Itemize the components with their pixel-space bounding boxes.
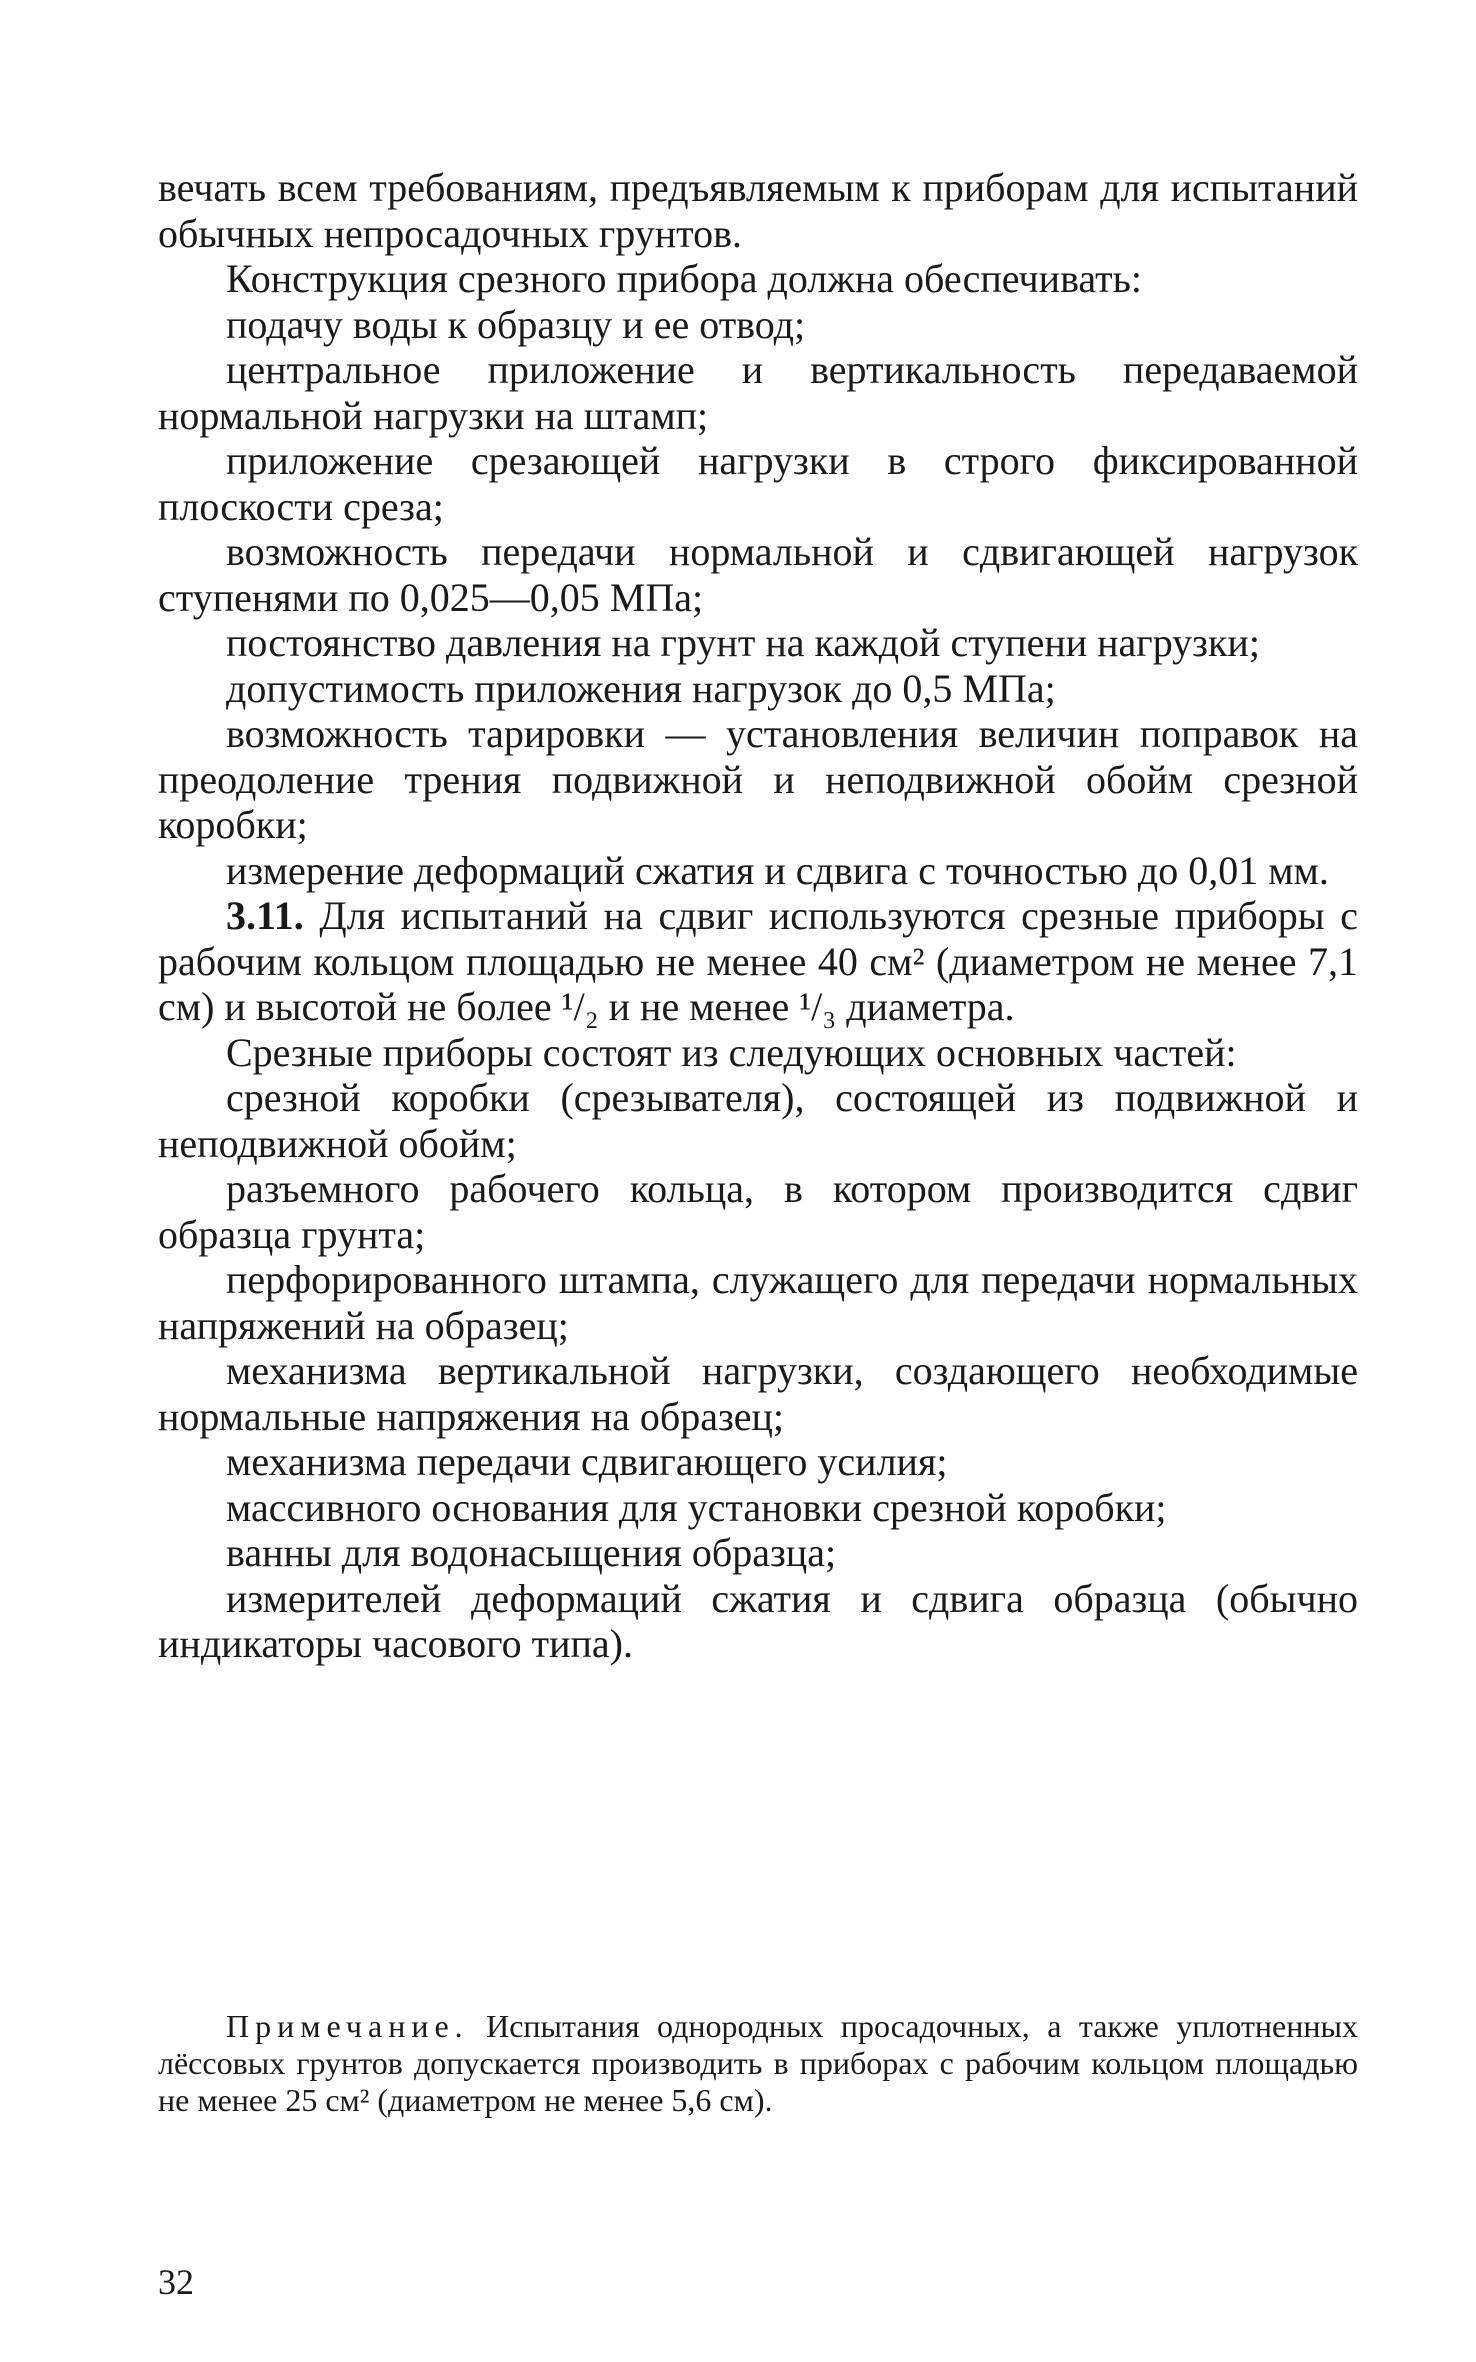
- note-text: Испытания однородных просадочных, а также уплотненных лёссовых грунтов допускается производить в приборах с рабочим кольцом площадью не менее 25 см² (диаметром не менее 5,6 см).: [158, 2008, 1359, 2118]
- list-item: срезной коробки (срезывателя), состоящей из подвижной и неподвижной обойм;: [158, 1075, 1358, 1166]
- paragraph: Срезные приборы состоят из следующих основных частей:: [226, 1029, 1237, 1075]
- list-item: допустимость приложения нагрузок до 0,5 МПа;: [226, 665, 1056, 711]
- list-item: ванны для водонасыщения образца;: [226, 1530, 837, 1575]
- section-number: 3.11.: [226, 893, 304, 938]
- list-item: разъемного рабочего кольца, в котором производится сдвиг образца грунта;: [158, 1166, 1358, 1257]
- footnote: [158, 2008, 1358, 2119]
- list-item: подачу воды к образцу и ее отвод;: [226, 301, 806, 347]
- list-item: центральное приложение и вертикальность передаваемой нормальной нагрузки на штамп;: [158, 347, 1358, 438]
- main-text: [158, 165, 1358, 1667]
- section-text: Для испытаний на сдвиг используются срезные приборы с рабочим кольцом площадью не менее 40 см² (диаметром не менее 7,1 см) и высотой не более ¹/₂ и не менее ¹/₃ диаметра.: [158, 893, 1359, 1029]
- list-item: приложение срезающей нагрузки в строго фиксированной плоскости среза;: [158, 438, 1358, 529]
- page-number: 32: [158, 2262, 194, 2302]
- list-item: возможность тарировки — установления величин поправок на преодоление трения подвижной и неподвижной обойм срезной коробки;: [158, 711, 1358, 847]
- list-item: механизма вертикальной нагрузки, создающего необходимые нормальные напряжения на образец;: [158, 1348, 1358, 1439]
- list-item: перфорированного штампа, служащего для передачи нормальных напряжений на образец;: [158, 1257, 1358, 1348]
- paragraph: Конструкция срезного прибора должна обеспечивать:: [226, 256, 1142, 301]
- section-paragraph: [158, 893, 1358, 1030]
- list-item: измерение деформаций сжатия и сдвига с точностью до 0,01 мм.: [226, 847, 1329, 893]
- list-item: массивного основания для установки срезной коробки;: [226, 1484, 1167, 1530]
- list-item: механизма передачи сдвигающего усилия;: [226, 1439, 948, 1484]
- paragraph: вечать всем требованиям, предъявляемым к приборам для испытаний обычных непросадочных грунтов.: [158, 165, 1358, 256]
- list-item: возможность передачи нормальной и сдвигающей нагрузок ступенями по 0,025—0,05 МПа;: [158, 529, 1358, 620]
- list-item: измерителей деформаций сжатия и сдвига образца (обычно индикаторы часового типа).: [158, 1575, 1358, 1666]
- note-label: Примечание.: [226, 2008, 469, 2044]
- list-item: постоянство давления на грунт на каждой ступени нагрузки;: [226, 620, 1260, 665]
